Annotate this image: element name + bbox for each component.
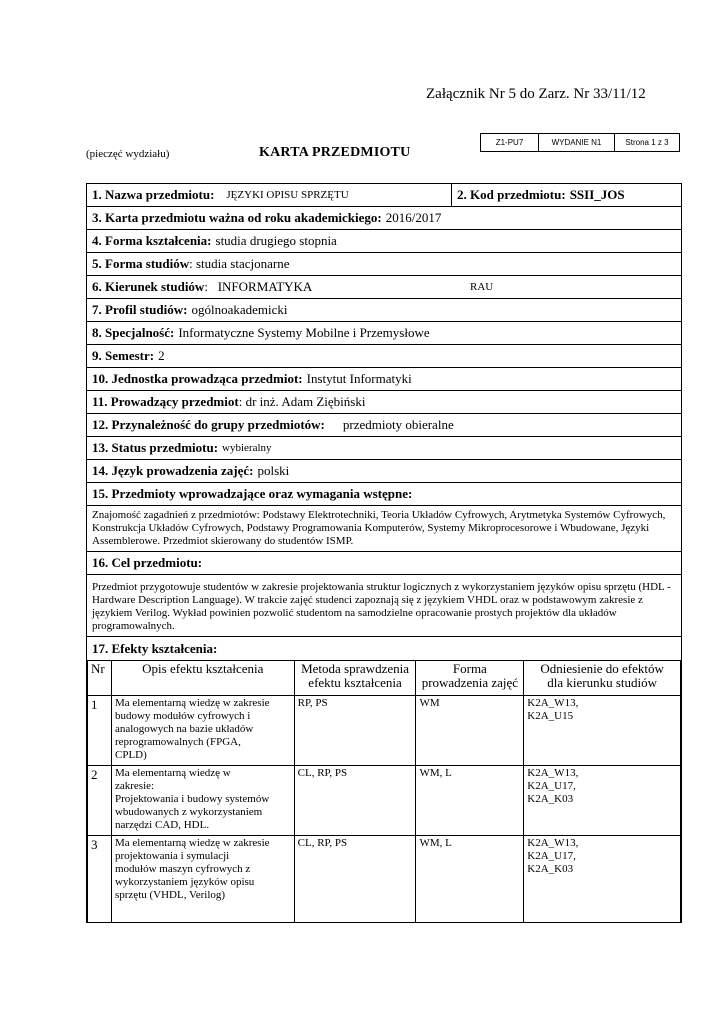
- education-form-value: studia drugiego stopnia: [215, 233, 337, 248]
- row-form: WM, L: [416, 766, 524, 836]
- semester-value: 2: [158, 348, 165, 363]
- unit-label: 10. Jednostka prowadząca przedmiot:: [92, 371, 303, 386]
- language-value: polski: [257, 463, 290, 478]
- learning-outcomes-heading: 17. Efekty kształcenia:: [92, 640, 218, 656]
- faculty-stamp-label: (pieczęć wydziału): [86, 148, 170, 160]
- lecturer-label: 11. Prowadzący przedmiot: [92, 394, 239, 409]
- header-class-form: Forma prowadzenia zajęć: [416, 661, 524, 696]
- table-row: [88, 766, 681, 836]
- row-course-group: [87, 414, 681, 437]
- field-of-study-extra: RAU: [470, 281, 494, 293]
- course-card: [86, 183, 682, 923]
- table-header-row: [88, 661, 681, 696]
- course-group-label: 12. Przynależność do grupy przedmiotów:: [92, 417, 325, 432]
- row-course-name: [87, 184, 681, 207]
- lecturer-value: : dr inż. Adam Ziębiński: [238, 394, 366, 409]
- table-row: [88, 696, 681, 766]
- attachment-note: Załącznik Nr 5 do Zarz. Nr 33/11/12: [426, 86, 646, 102]
- row-education-form: [87, 230, 681, 253]
- course-status-value: wybieralny: [222, 442, 272, 454]
- course-goal-text: Przedmiot przygotowuje studentów w zakresie projektowania struktur logicznych z wykorzystaniem języków opisu sprzętu (HDL - Hardware Description Language). W trakcie zajęć studenci zapoznają się z językiem VHDL oraz w podstawowym zakresie z językiem Verilog. Wykład powinien pozwolić studentom na samodzielne opracowanie prostych projektów dla układów programowalnych.: [92, 581, 671, 632]
- header-nr: Nr: [88, 661, 112, 696]
- row-valid-year: [87, 207, 681, 230]
- row-reference: K2A_W13, K2A_U15: [524, 696, 681, 766]
- field-of-study-value: : INFORMATYKA: [204, 279, 313, 294]
- row-field-of-study: [87, 276, 681, 299]
- specialization-value: Informatyczne Systemy Mobilne i Przemysłowe: [178, 325, 430, 340]
- unit-value: Instytut Informatyki: [306, 371, 412, 386]
- row-method: RP, PS: [294, 696, 416, 766]
- header-verification-method: Metoda sprawdzenia efektu kształcenia: [294, 661, 416, 696]
- course-status-label: 13. Status przedmiotu:: [92, 440, 219, 455]
- learning-outcomes-table: [87, 660, 681, 923]
- row-form: WM, L: [416, 836, 524, 923]
- row-form: WM: [416, 696, 524, 766]
- row-method: CL, RP, PS: [294, 836, 416, 923]
- row-course-status: [87, 437, 681, 460]
- section-prerequisites: [87, 483, 681, 552]
- course-group-value: przedmioty obieralne: [342, 417, 454, 432]
- edition-code: WYDANIE N1: [539, 134, 615, 151]
- header-description: Opis efektu kształcenia: [111, 661, 294, 696]
- study-form-value: : studia stacjonarne: [189, 256, 290, 271]
- row-description: Ma elementarną wiedzę w zakresie budowy modułów cyfrowych i analogowych na bazie układów reprogramowalnych (FPGA, CPLD): [111, 696, 294, 766]
- row-nr: 1: [88, 696, 112, 766]
- page-counter: Strona 1 z 3: [625, 138, 669, 147]
- row-method: CL, RP, PS: [294, 766, 416, 836]
- row-nr: 3: [88, 836, 112, 923]
- study-profile-label: 7. Profil studiów:: [92, 302, 188, 317]
- row-lecturer: [87, 391, 681, 414]
- course-name-value: JĘZYKI OPISU SPRZĘTU: [226, 189, 349, 201]
- semester-label: 9. Semestr:: [92, 348, 155, 363]
- header-program-reference: Odniesienie do efektów dla kierunku studiów: [524, 661, 681, 696]
- row-study-profile: [87, 299, 681, 322]
- page-title: KARTA PRZEDMIOTU: [259, 145, 411, 160]
- section-learning-outcomes: [87, 637, 681, 660]
- row-reference: K2A_W13, K2A_U17, K2A_K03: [524, 766, 681, 836]
- section-course-goal: [87, 552, 681, 637]
- row-specialization: [87, 322, 681, 345]
- course-code-label: 2. Kod przedmiotu:: [457, 187, 566, 202]
- row-study-form: [87, 253, 681, 276]
- course-goal-heading: 16. Cel przedmiotu:: [87, 552, 681, 575]
- education-form-label: 4. Forma kształcenia:: [92, 233, 212, 248]
- row-reference: K2A_W13, K2A_U17, K2A_K03: [524, 836, 681, 923]
- form-code: Z1-PU7: [481, 134, 539, 151]
- row-unit: [87, 368, 681, 391]
- field-of-study-label: 6. Kierunek studiów: [92, 279, 205, 294]
- row-description: Ma elementarną wiedzę w zakresie projektowania i symulacji modułów maszyn cyfrowych z wykorzystaniem języków opisu sprzętu (VHDL, Verilog): [111, 836, 294, 923]
- row-semester: [87, 345, 681, 368]
- study-form-label: 5. Forma studiów: [92, 256, 190, 271]
- table-row: [88, 836, 681, 923]
- prerequisites-text: Znajomość zagadnień z przedmiotów: Podstawy Elektrotechniki, Teoria Układów Cyfrowych, Arytmetyka Systemów Cyfrowych, Konstrukcja Układów Cyfrowych, Podstawy Programowania Komputerów, Systemy Mikroprocesorowe i Wbudowane, Języki Assemblerowe. Przedmiot skierowany do studentów ISMP.: [92, 509, 666, 547]
- prerequisites-heading: 15. Przedmioty wprowadzające oraz wymagania wstępne:: [87, 483, 681, 506]
- specialization-label: 8. Specjalność:: [92, 325, 175, 340]
- row-nr: 2: [88, 766, 112, 836]
- document-code-box: [480, 133, 680, 152]
- row-language: [87, 460, 681, 483]
- course-name-label: 1. Nazwa przedmiotu:: [92, 187, 215, 202]
- row-description: Ma elementarną wiedzę w zakresie: Projektowania i budowy systemów wbudowanych z wykorzystaniem narzędzi CAD, HDL.: [111, 766, 294, 836]
- course-code-value: SSII_JOS: [569, 187, 625, 202]
- language-label: 14. Język prowadzenia zajęć:: [92, 463, 254, 478]
- valid-year-label: 3. Karta przedmiotu ważna od roku akademickiego:: [92, 210, 382, 225]
- study-profile-value: ogólnoakademicki: [191, 302, 288, 317]
- valid-year-value: 2016/2017: [385, 210, 442, 225]
